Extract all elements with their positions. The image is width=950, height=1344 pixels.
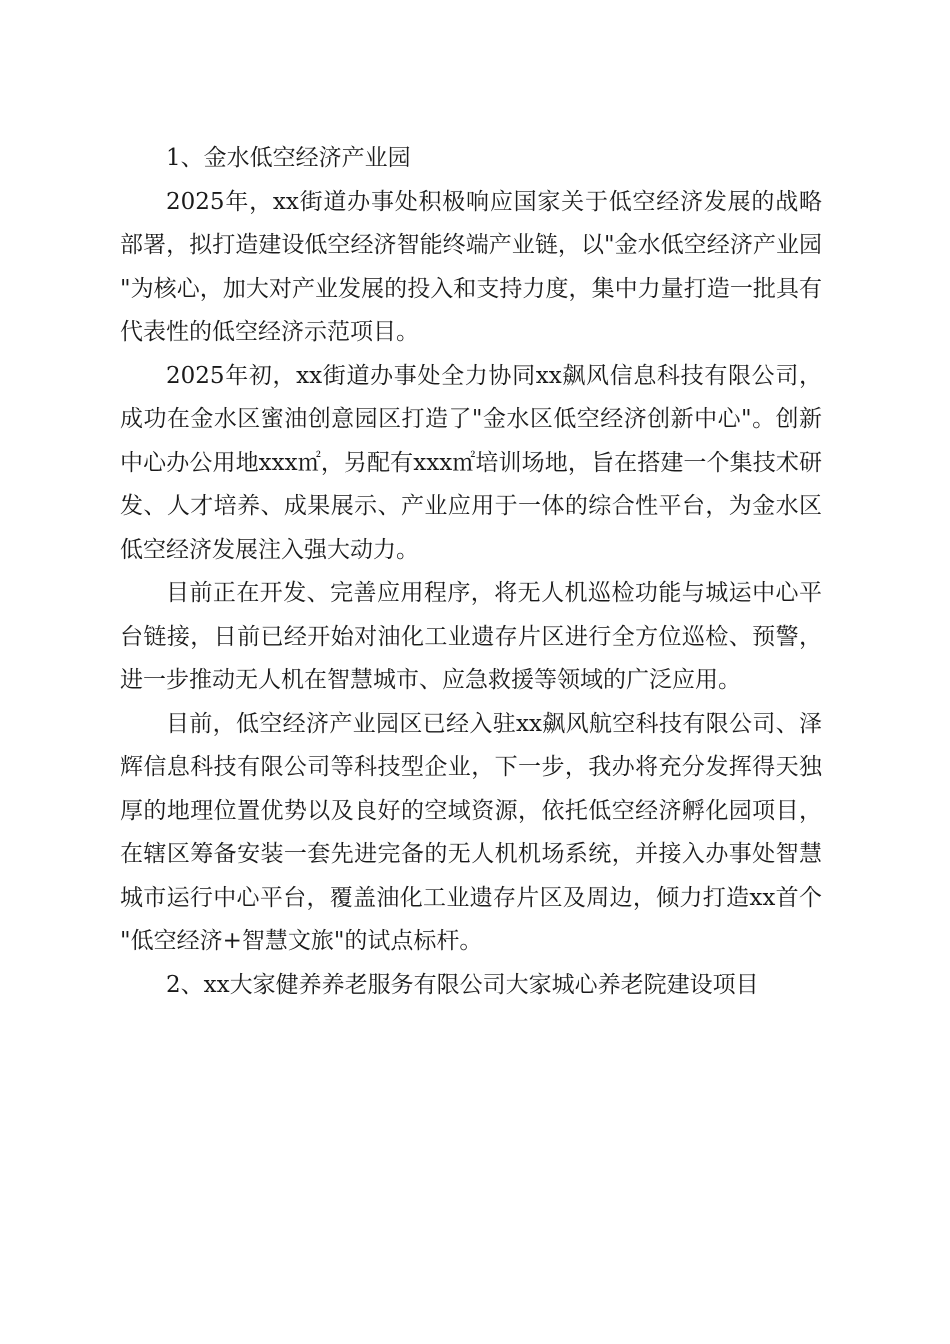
paragraph: 2025年，xx街道办事处积极响应国家关于低空经济发展的战略部署，拟打造建设低空经济智能终端产业链，以"金水低空经济产业园"为核心，加大对产业发展的投入和支持力度，集中力量打造一批具有代表性的低空经济示范项目。: [120, 188, 822, 345]
paragraph: 目前正在开发、完善应用程序，将无人机巡检功能与城运中心平台链接，日前已经开始对油化工业遗存片区进行全方位巡检、预警，进一步推动无人机在智慧城市、应急救援等领域的广泛应用。: [120, 580, 822, 693]
document-body: [120, 137, 822, 1007]
section-heading: 1、金水低空经济产业园: [166, 145, 411, 171]
section-heading: 2、xx大家健养养老服务有限公司大家城心养老院建设项目: [166, 971, 759, 998]
paragraph: 2025年初，xx街道办事处全力协同xx飙风信息科技有限公司，成功在金水区蜜油创意园区打造了"金水区低空经济创新中心"。创新中心办公用地xxx㎡，另配有xxx㎡培训场地，旨在搭建一个集技术研发、人才培养、成果展示、产业应用于一体的综合性平台，为金水区低空经济发展注入强大动力。: [120, 362, 822, 563]
paragraph: 目前，低空经济产业园区已经入驻xx飙风航空科技有限公司、泽辉信息科技有限公司等科技型企业，下一步，我办将充分发挥得天独厚的地理位置优势以及良好的空域资源，依托低空经济孵化园项目，在辖区筹备安装一套先进完备的无人机机场系统，并接入办事处智慧城市运行中心平台，覆盖油化工业遗存片区及周边，倾力打造xx首个"低空经济+智慧文旅"的试点标杆。: [120, 710, 822, 954]
